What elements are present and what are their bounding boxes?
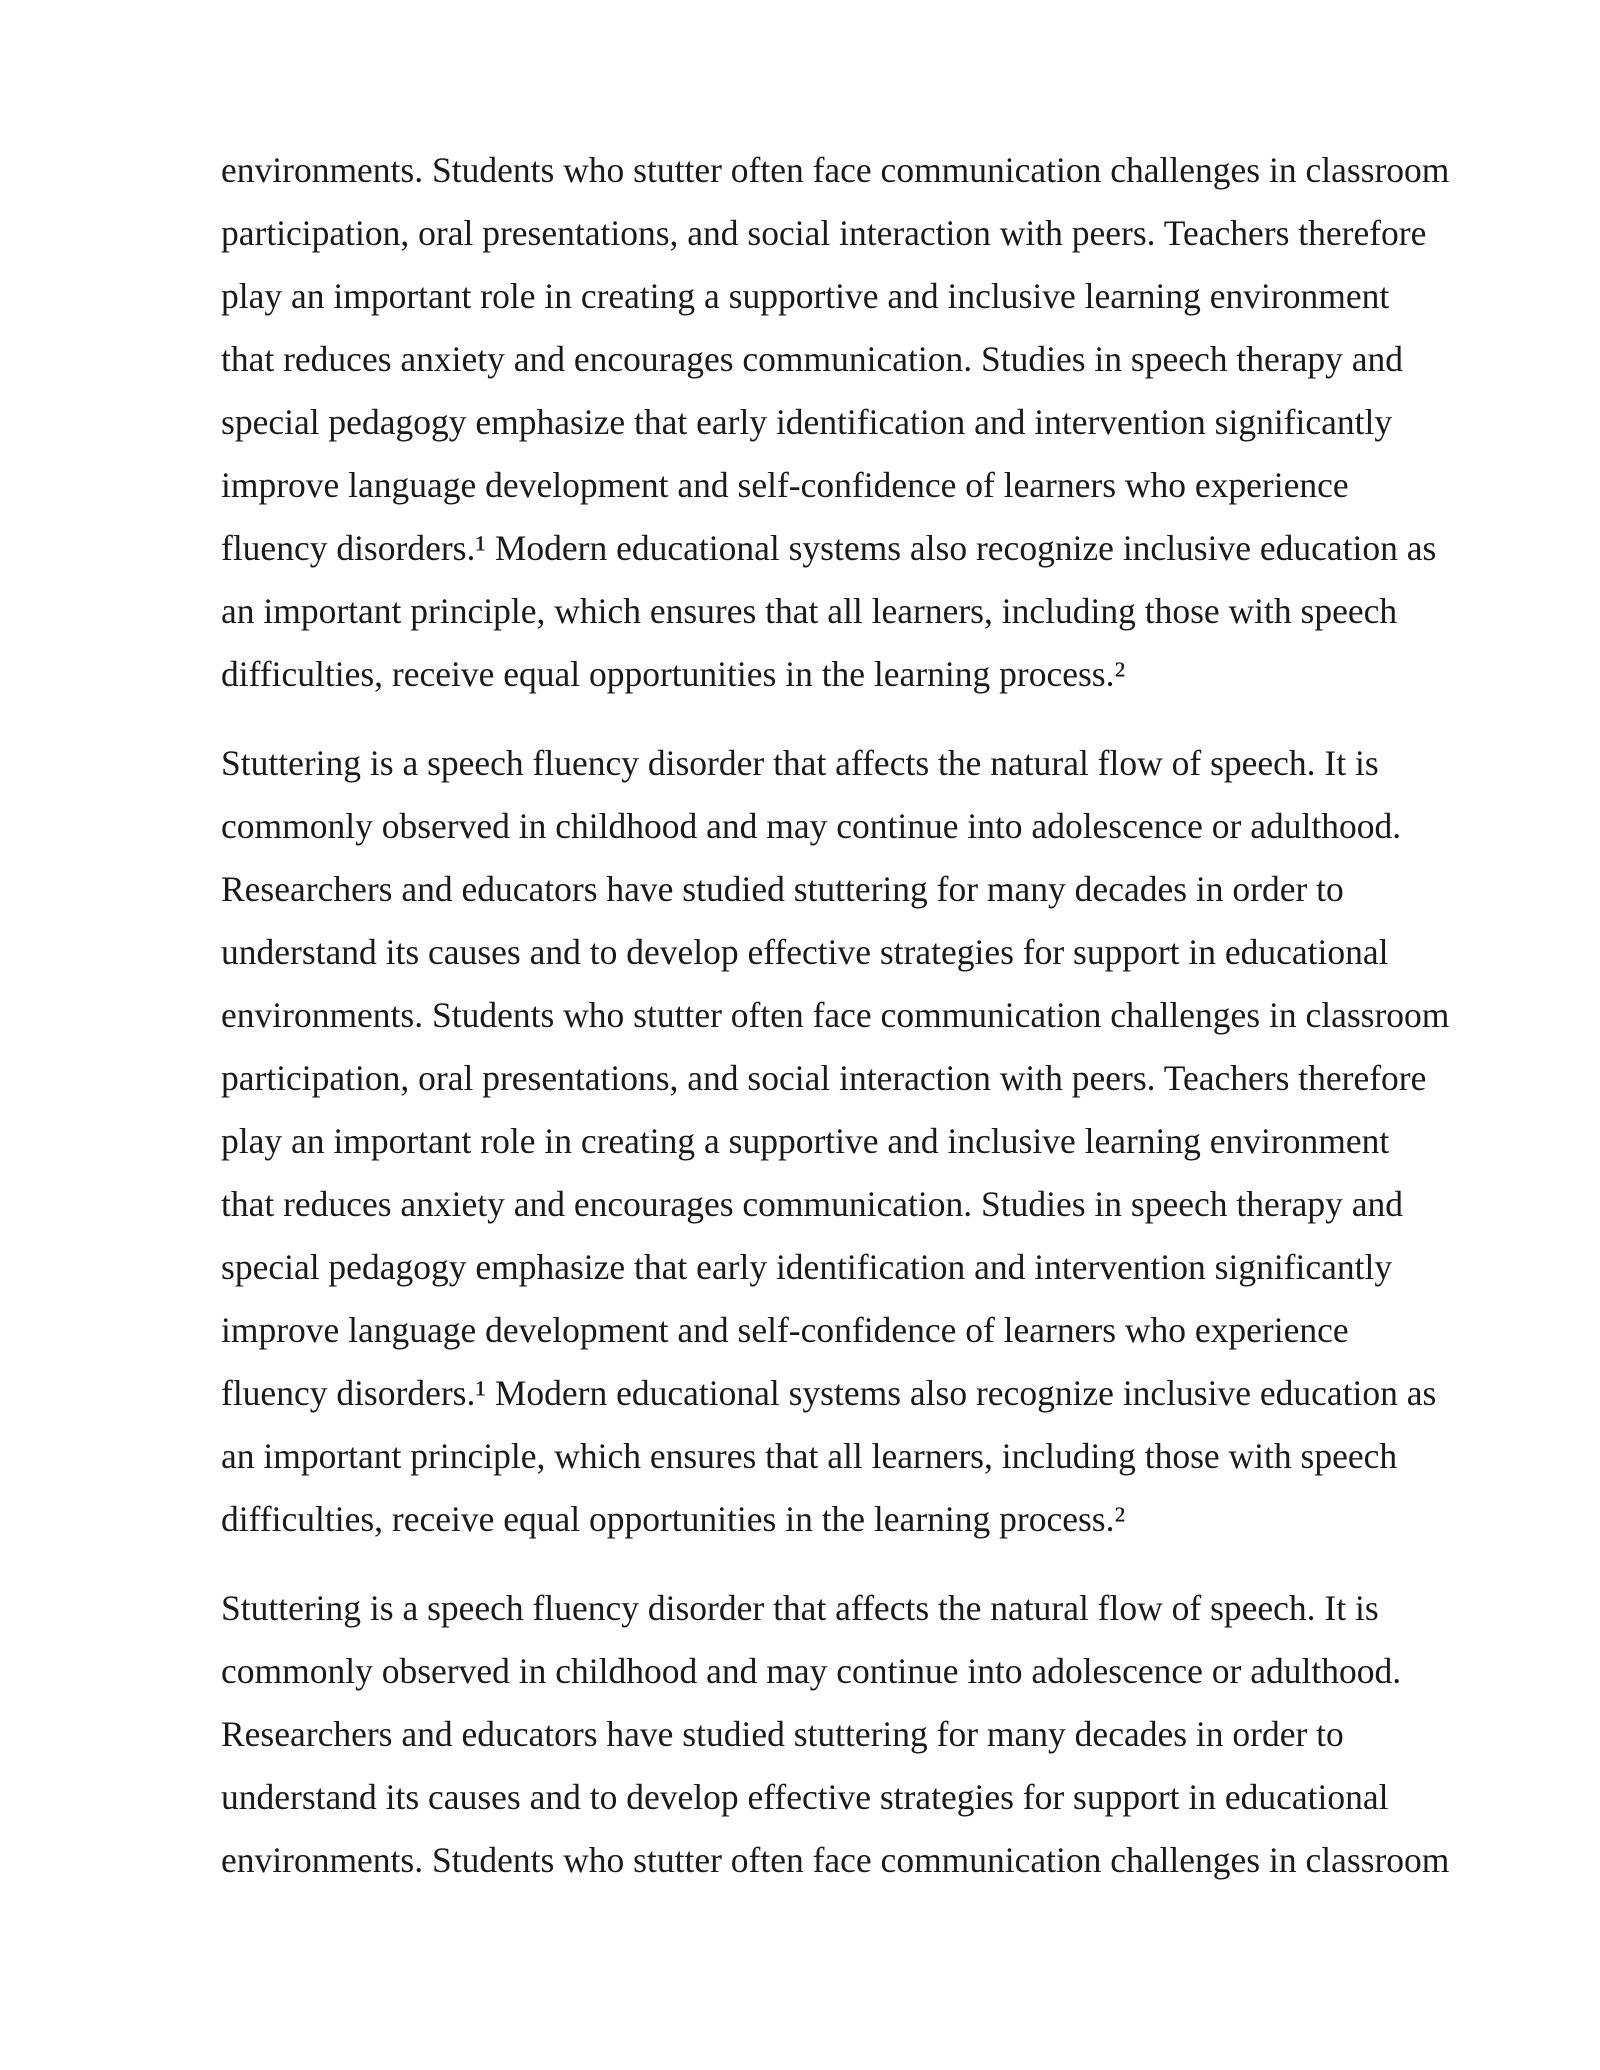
text-line: commonly observed in childhood and may continue into adolescence or adulthood.: [221, 806, 1402, 846]
text-line: understand its causes and to develop effective strategies for support in educational: [221, 1777, 1389, 1817]
text-line: participation, oral presentations, and social interaction with peers. Teachers therefore: [221, 1058, 1427, 1098]
body-text: [221, 139, 1521, 1918]
text-line: an important principle, which ensures that all learners, including those with speech: [221, 1436, 1398, 1476]
text-line: participation, oral presentations, and social interaction with peers. Teachers therefore: [221, 213, 1427, 253]
text-line: difficulties, receive equal opportunities in the learning process.²: [221, 654, 1126, 694]
text-line: environments. Students who stutter often face communication challenges in classroom: [221, 150, 1450, 190]
text-line: fluency disorders.¹ Modern educational systems also recognize inclusive education as: [221, 1373, 1437, 1413]
text-line: improve language development and self-confidence of learners who experience: [221, 465, 1349, 505]
paragraph-1: [221, 139, 1521, 706]
text-line: special pedagogy emphasize that early identification and intervention significantly: [221, 402, 1393, 442]
text-line: Researchers and educators have studied stuttering for many decades in order to: [221, 869, 1344, 909]
text-line: commonly observed in childhood and may continue into adolescence or adulthood.: [221, 1651, 1402, 1691]
text-line: understand its causes and to develop effective strategies for support in educational: [221, 932, 1389, 972]
text-line: an important principle, which ensures that all learners, including those with speech: [221, 591, 1398, 631]
text-line: special pedagogy emphasize that early identification and intervention significantly: [221, 1247, 1393, 1287]
text-line: difficulties, receive equal opportunities in the learning process.²: [221, 1499, 1126, 1539]
text-line: Stuttering is a speech fluency disorder that affects the natural flow of speech. It is: [221, 1588, 1379, 1628]
text-line: that reduces anxiety and encourages communication. Studies in speech therapy and: [221, 339, 1403, 379]
text-line: play an important role in creating a supportive and inclusive learning environment: [221, 276, 1390, 316]
text-line: environments. Students who stutter often face communication challenges in classroom: [221, 1840, 1450, 1880]
text-line: environments. Students who stutter often face communication challenges in classroom: [221, 995, 1450, 1035]
text-line: Researchers and educators have studied stuttering for many decades in order to: [221, 1714, 1344, 1754]
text-line: improve language development and self-confidence of learners who experience: [221, 1310, 1349, 1350]
text-line: fluency disorders.¹ Modern educational systems also recognize inclusive education as: [221, 528, 1437, 568]
text-line: play an important role in creating a supportive and inclusive learning environment: [221, 1121, 1390, 1161]
text-line: Stuttering is a speech fluency disorder that affects the natural flow of speech. It is: [221, 743, 1379, 783]
paragraph-2: [221, 732, 1521, 1551]
paragraph-3: [221, 1577, 1521, 1892]
text-line: that reduces anxiety and encourages communication. Studies in speech therapy and: [221, 1184, 1403, 1224]
